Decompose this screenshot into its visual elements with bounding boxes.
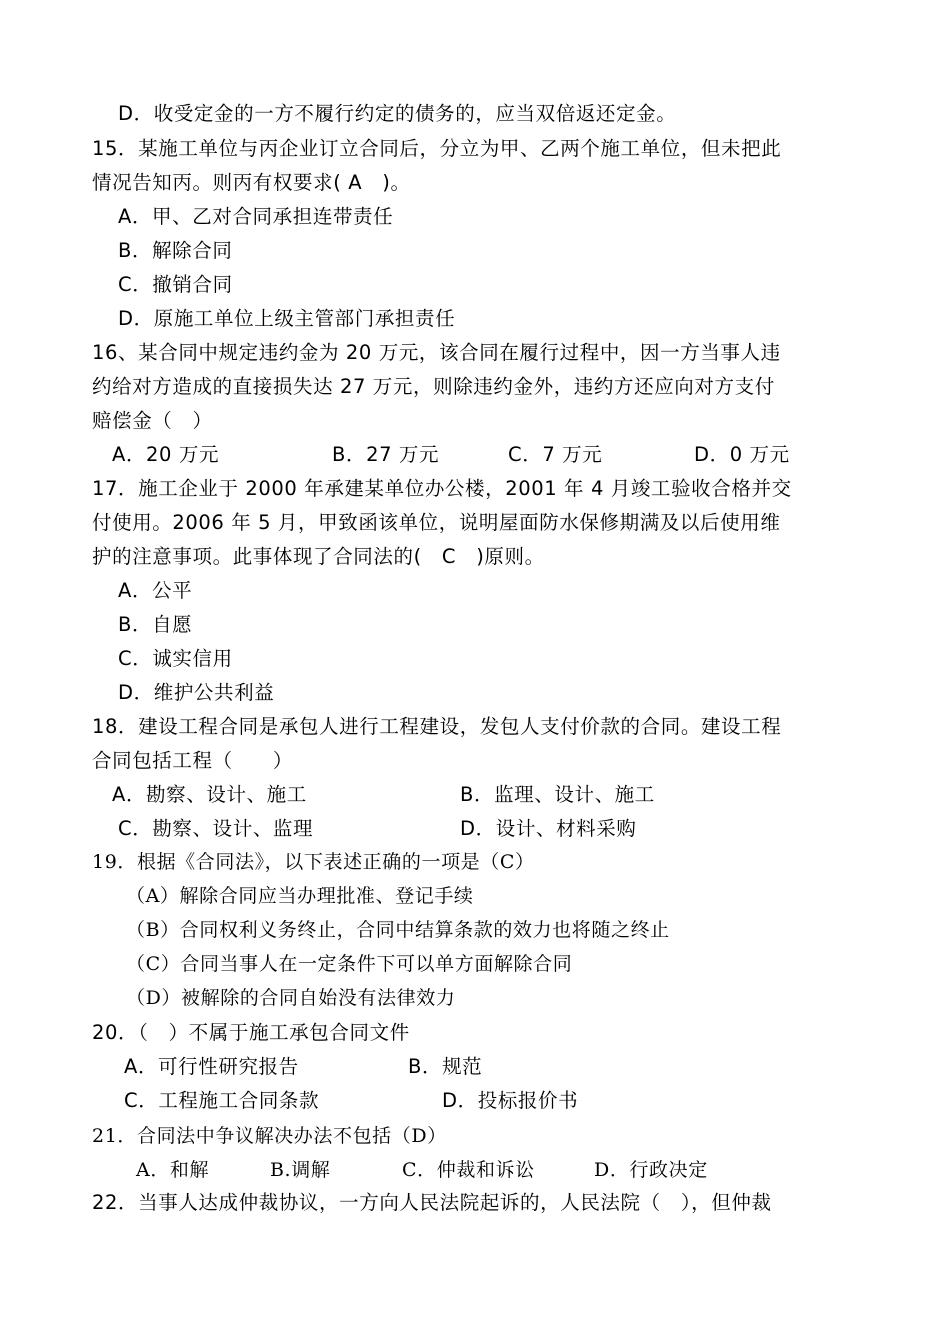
q20-options-row2 [0,1084,950,1118]
q17-option-b: B．自愿 [118,613,193,636]
q21-option-a: A．和解 [136,1159,210,1181]
q21-options-row [0,1153,950,1187]
q20-option-c: C．工程施工合同条款 [124,1089,320,1112]
q15-stem-line2: 情况告知丙。则丙有权要求( A )。 [92,171,411,194]
q15-option-a: A．甲、乙对合同承担连带责任 [118,205,394,228]
q18-stem-line1: 18．建设工程合同是承包人进行工程建设，发包人支付价款的合同。建设工程 [92,715,782,738]
q18-option-c: C．勘察、设计、监理 [118,817,314,840]
q20-option-d: D．投标报价书 [442,1089,579,1112]
q16-stem-line2: 约给对方造成的直接损失达 27 万元，则除违约金外，违约方还应向对方支付 [92,375,775,398]
q18-option-a: A．勘察、设计、施工 [112,783,307,806]
q20-options-row1 [0,1050,950,1084]
q20-stem: 20．（ ）不属于施工承包合同文件 [92,1021,410,1044]
q17-option-d: D．维护公共利益 [118,681,275,704]
q19-option-b: （B）合同权利义务终止，合同中结算条款的效力也将随之终止 [126,919,670,941]
q20-option-b: B．规范 [408,1055,483,1078]
q18-options-row1 [0,778,950,812]
q21-option-b: B.调解 [270,1159,331,1181]
q16-option-c: C．7 万元 [508,443,603,466]
q22-stem-line1: 22．当事人达成仲裁协议，一方向人民法院起诉的，人民法院（ ），但仲裁 [92,1191,772,1214]
q15-option-c: C．撤销合同 [118,273,233,296]
q17-stem-line3: 护的注意事项。此事体现了合同法的( C )原则。 [92,545,545,568]
q21-option-d: D．行政决定 [594,1159,708,1181]
q17-stem-line1: 17．施工企业于 2000 年承建某单位办公楼，2001 年 4 月竣工验收合格并交 [92,477,792,500]
q19-option-a: （A）解除合同应当办理批准、登记手续 [126,885,474,907]
q17-option-c: C．诚实信用 [118,647,233,670]
q16-option-b: B．27 万元 [332,443,440,466]
q21-stem: 21．合同法中争议解决办法不包括（D） [92,1125,447,1147]
q18-options-row2 [0,812,950,846]
q16-option-a: A．20 万元 [112,443,220,466]
q19-option-c: （C）合同当事人在一定条件下可以单方面解除合同 [126,953,573,975]
q16-option-d: D．0 万元 [694,443,790,466]
q21-option-c: C．仲裁和诉讼 [402,1159,535,1181]
q17-stem-line2: 付使用。2006 年 5 月，甲致函该单位，说明屋面防水保修期满及以后使用维 [92,511,781,534]
q14-option-d: D．收受定金的一方不履行约定的债务的，应当双倍返还定金。 [118,102,677,125]
q17-option-a: A．公平 [118,579,193,602]
q18-option-b: B．监理、设计、施工 [460,783,655,806]
q15-stem-line1: 15．某施工单位与丙企业订立合同后，分立为甲、乙两个施工单位，但未把此 [92,137,782,160]
q15-option-b: B．解除合同 [118,239,233,262]
q16-options-row [0,438,950,472]
q19-option-d: （D）被解除的合同自始没有法律效力 [126,987,456,1009]
q16-stem-line1: 16、某合同中规定违约金为 20 万元，该合同在履行过程中，因一方当事人违 [92,341,781,364]
q15-option-d: D．原施工单位上级主管部门承担责任 [118,307,456,330]
q18-stem-line2: 合同包括工程（ ） [92,749,294,772]
q16-stem-line3: 赔偿金（ ） [92,409,213,432]
q18-option-d: D．设计、材料采购 [460,817,637,840]
q19-stem: 19．根据《合同法》，以下表述正确的一项是（C） [92,851,535,873]
q20-option-a: A．可行性研究报告 [124,1055,299,1078]
